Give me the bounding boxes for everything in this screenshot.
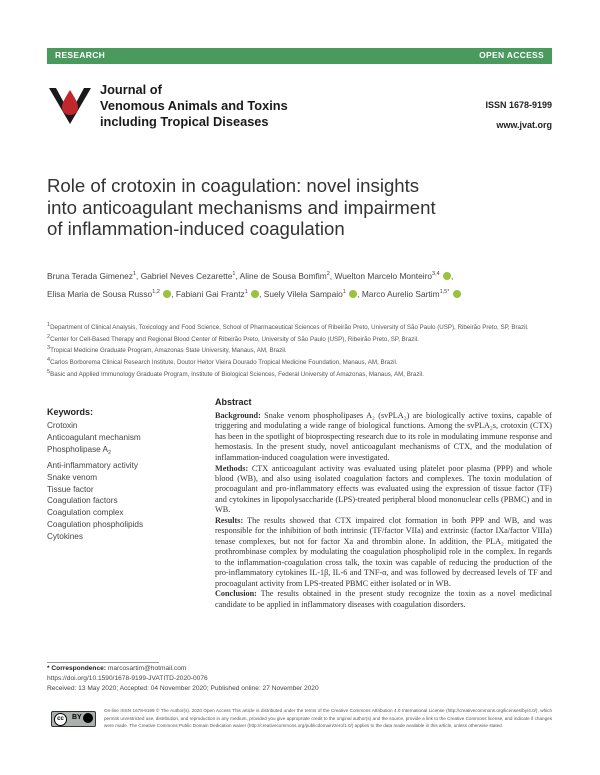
doi-link[interactable]: https://doi.org/10.1590/1678-9199-JVATITD-2020-0076 <box>47 675 208 682</box>
affiliation <box>47 344 552 356</box>
author-name: Wuelton Marcelo Monteiro <box>334 270 433 281</box>
journal-logo-icon <box>47 84 93 130</box>
affiliation-text: Center for Cell-Based Therapy and Regional Blood Center of Ribeirão Preto, University of São Paulo (USP), Ribeirão Preto, SP, Brazil. <box>50 335 419 343</box>
attribution-icon <box>83 713 93 723</box>
keyword-item: Snake venom <box>47 472 98 482</box>
affiliation-number: 4 <box>47 356 51 363</box>
keyword-item: Anti-inflammatory activity <box>47 460 138 470</box>
issn: ISSN 1678-9199 <box>485 100 552 110</box>
correspondence-email[interactable]: marcosartim@hotmail.com <box>107 665 187 672</box>
background-label: Background: <box>215 411 261 420</box>
journal-name <box>100 82 288 130</box>
affiliation-list <box>47 321 552 379</box>
orcid-icon[interactable] <box>163 290 171 298</box>
abstract-results <box>215 516 552 589</box>
correspondence-label: * Correspondence: <box>47 665 106 672</box>
affiliation-text: Department of Clinical Analysis, Toxicology and Food Science, School of Pharmaceutical Sciences of Ribeirão Preto, University of São Paulo (USP), Ribeirão Preto, SP, Brazil. <box>50 324 529 332</box>
abstract-methods <box>215 464 552 516</box>
author-affiliation-marker: 2 <box>326 271 330 277</box>
journal-name-line3: including Tropical Diseases <box>100 114 269 129</box>
orcid-icon[interactable] <box>453 290 461 298</box>
article-title: Role of crotoxin in coagulation: novel insights into anticoagulant mechanisms and impairment of inflammation-induced coagulation <box>47 175 436 240</box>
orcid-icon[interactable] <box>251 290 259 298</box>
keyword-item: Coagulation complex <box>47 508 124 518</box>
journal-website-link[interactable]: www.jvat.org <box>496 120 552 130</box>
keyword-item: Crotoxin <box>47 421 78 430</box>
abstract-body <box>215 411 552 611</box>
author-name: Suely Vilela Sampaio <box>263 288 343 299</box>
author-name: Marco Aurelio Sartim <box>361 288 440 299</box>
keyword-item: Phospholipase $A_2$ <box>47 444 112 456</box>
results-text: The results showed that CTX impaired clot formation in both PPP and WB, and was responsible for the inhibition of both intrinsic (TF/factor VIIa) and extrinsic (factor IXa/factor VIIIa) tenase complexes, but not for factor Xa and thrombin alone. In addition, the PLA₂ mitigated the prothrombinase complex by modulating the coagulation phospholipid role in the complex. In regards to the inflammation-coagulation cross talk, the toxin was capable of reducing the production of the pro-inflammatory cytokines IL-1β, IL-6 and TNF-α, and was followed by decreased levels of TF and procoagulant activity from LPS-treated PBMC either isolated or in WB. <box>215 516 552 588</box>
keyword-item: Anticoagulant mechanism <box>47 432 141 442</box>
author-name: Aline de Sousa Bomfim <box>239 270 327 281</box>
affiliation-number: 1 <box>47 322 51 328</box>
journal-name-line2: Venomous Animals and Toxins <box>100 98 288 113</box>
author-list: Bruna Terada Gimenez$^1$, Gabriel Neves Cezarette$^1$, Aline de Sousa Bomfim$^2$, Wuelton Marcelo Monteiro$^{3,4}$ , Elisa Maria de Sousa Russo$^{1,2}$ , Fabiani Gai Frantz$^1$ , Suely Vilela Sampaio$^1$ , Marco Aurelio Sartim$^{1,5*}$ <box>47 266 547 302</box>
abstract-background <box>215 411 552 463</box>
author-affiliation-marker: 1,2 <box>152 288 160 295</box>
section-label: RESEARCH <box>55 50 106 60</box>
keyword-item: Coagulation phospholipids <box>47 520 144 530</box>
keyword-item: Cytokines <box>47 532 83 542</box>
affiliation <box>47 321 552 333</box>
keyword-subscript: 2 <box>108 449 112 456</box>
methods-label: Methods: <box>215 463 249 473</box>
keyword-item: Coagulation factors <box>47 496 118 506</box>
by-label: BY <box>72 714 82 721</box>
cc-by-badge[interactable] <box>51 711 96 727</box>
conclusion-text: The results obtained in the present study recognize the toxin as a novel medicinal candidate to be applied in inflammatory diseases with coagulation disorders. <box>215 589 552 609</box>
license-text: On-line ISSN 1678-9199 © The Author(s). 2020 Open Access This article is distributed under the terms of the Creative Commons Attribution 4.0 International License (http://creativecommons.org/licenses/by/4.0/), which permits unrestricted use, distribution, and reproduction in any medium, provided you give appropriate credit to the original author(s) and the source, provide a link to the Creative Commons license, and indicate if changes were made. The Creative Commons Public Domain Dedication waiver (http://creativecommons.org/publicdomain/zero/1.0/) applies to the data made available in this article, unless otherwise stated. <box>104 708 552 729</box>
results-label: Results: <box>215 516 244 526</box>
open-access-label[interactable]: OPEN ACCESS <box>479 50 544 60</box>
header-bar <box>47 48 552 64</box>
author-affiliation-marker: 1 <box>132 271 137 277</box>
author-affiliation-marker: 1 <box>232 271 236 277</box>
keywords-heading: Keywords: <box>47 407 94 417</box>
affiliation-text: Basic and Applied Immunology Graduate Program, Institute of Biological Sciences, Federal University of Amazonas, Manaus, AM, Brazil. <box>50 370 424 378</box>
affiliation <box>47 368 552 380</box>
author-affiliation-marker: 1 <box>342 288 346 295</box>
author-affiliation-marker: 1,5* <box>439 288 450 295</box>
conclusion-label: Conclusion: <box>215 589 257 599</box>
abstract-heading: Abstract <box>215 397 252 407</box>
author-name: Fabiani Gai Frantz <box>175 288 245 299</box>
footnote-divider <box>47 662 159 663</box>
author-name: Elisa Maria de Sousa Russo <box>47 288 153 299</box>
keywords-list <box>47 420 143 543</box>
affiliation-number: 3 <box>47 345 51 352</box>
author-affiliation-marker: 1 <box>244 288 248 295</box>
affiliation-text: Tropical Medicine Graduate Program, Amazonas State University, Manaus, AM, Brazil. <box>50 347 287 355</box>
journal-name-line1: Journal of <box>100 82 162 97</box>
author-name: Bruna Terada Gimenez <box>47 270 133 281</box>
affiliation <box>47 356 552 368</box>
cc-icon: cc <box>54 713 67 726</box>
methods-text: CTX anticoagulant activity was evaluated using platelet poor plasma (PPP) and whole blood (WB), and also using isolated coagulation factors and complexes. The toxin modulation of procoagulant and pro-inflammatory effects was evaluated using the expression of tissue factor (TF) and cytokines in lipopolysaccharide (LPS)-treated peripheral blood mononuclear cells (PBMC) and in WB. <box>215 463 552 515</box>
keyword-item: Tissue factor <box>47 484 94 494</box>
author-affiliation-marker: 3,4 <box>432 271 440 277</box>
affiliation-number: 2 <box>47 333 51 340</box>
orcid-icon[interactable] <box>349 290 357 298</box>
abstract-conclusion <box>215 589 552 610</box>
affiliation-number: 5 <box>47 368 51 375</box>
correspondence-block <box>47 664 319 694</box>
logo-drop <box>62 90 78 115</box>
orcid-icon[interactable] <box>443 272 451 280</box>
author-name: Gabriel Neves Cezarette <box>140 270 233 281</box>
affiliation <box>47 333 552 345</box>
affiliation-text: Carlos Borborema Clinical Research Institute, Doutor Heitor Vieira Dourado Tropical Medicine Foundation, Manaus, AM, Brazil. <box>50 359 398 367</box>
background-text: Snake venom phospholipases A₂ (svPLA₂) are biologically active toxins, capable of triggering and modulating a wide range of biological functions. Among the svPLA₂s, crotoxin (CTX) has been in the spotlight of bioprospecting research due to its role in modulating immune response and hemostasis. In the present study, novel anticoagulant mechanisms of CTX, and the modulation of inflammation-induced coagulation were investigated. <box>215 411 552 462</box>
publication-dates: Received: 13 May 2020; Accepted: 04 November 2020; Published online: 27 November 2020 <box>47 685 319 692</box>
